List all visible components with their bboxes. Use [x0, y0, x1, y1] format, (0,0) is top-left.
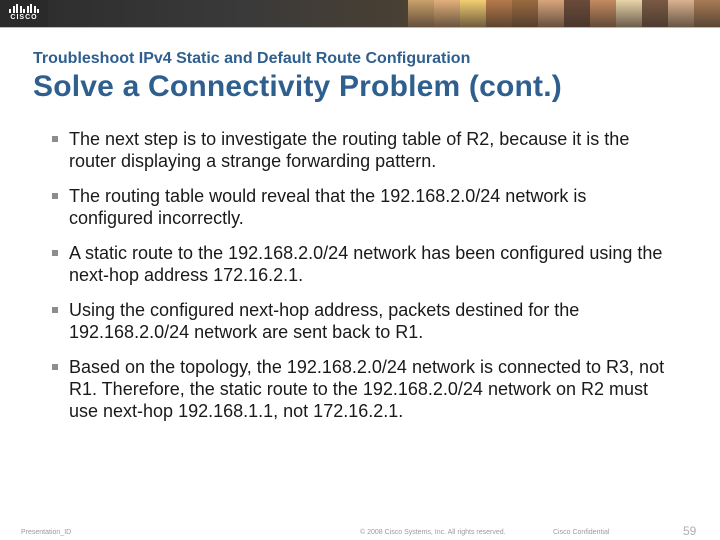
- bullet-square-icon: [52, 136, 58, 142]
- bullet-item: [52, 128, 672, 172]
- logo-text: CISCO: [10, 14, 38, 21]
- banner-photo: [564, 0, 590, 27]
- banner-photo: [486, 0, 512, 27]
- cisco-logo: [0, 0, 48, 27]
- bullet-text: The next step is to investigate the routing table of R2, because it is the router displaying a strange forwarding pattern.: [69, 129, 630, 171]
- bullet-list: [52, 128, 672, 435]
- bullet-text: Based on the topology, the 192.168.2.0/24 network is connected to R3, not R1. Therefore, the static route to the 192.168.2.0/24 network on R2 must use next-hop 192.168.1.1, not 172.16.2.1.: [69, 357, 665, 421]
- banner-photo: [512, 0, 538, 27]
- banner-photo: [694, 0, 720, 27]
- bullet-square-icon: [52, 250, 58, 256]
- cisco-bars-icon: [9, 4, 39, 13]
- slide-subtitle: Troubleshoot IPv4 Static and Default Route Configuration: [33, 50, 471, 67]
- bullet-item: [52, 356, 672, 422]
- bullet-square-icon: [52, 307, 58, 313]
- banner-dark-band: [48, 0, 408, 27]
- bullet-text: Using the configured next-hop address, packets destined for the 192.168.2.0/24 network are sent back to R1.: [69, 300, 580, 342]
- bullet-square-icon: [52, 364, 58, 370]
- bullet-item: [52, 185, 672, 229]
- banner-photo: [460, 0, 486, 27]
- banner-photo: [668, 0, 694, 27]
- banner-photo: [408, 0, 434, 27]
- header-banner: [0, 0, 720, 27]
- banner-photo: [642, 0, 668, 27]
- bullet-item: [52, 299, 672, 343]
- bullet-square-icon: [52, 193, 58, 199]
- page-number: 59: [683, 524, 697, 538]
- banner-photo: [590, 0, 616, 27]
- confidential-label: Cisco Confidential: [553, 529, 610, 536]
- banner-photo: [538, 0, 564, 27]
- bullet-text: A static route to the 192.168.2.0/24 network has been configured using the next-hop address 172.16.2.1.: [69, 243, 663, 285]
- banner-photo: [434, 0, 460, 27]
- photo-strip: [408, 0, 720, 27]
- banner-divider: [0, 27, 720, 28]
- banner-photo: [616, 0, 642, 27]
- bullet-text: The routing table would reveal that the 192.168.2.0/24 network is configured incorrectly.: [69, 186, 587, 228]
- bullet-item: [52, 242, 672, 286]
- slide-footer: [0, 525, 720, 540]
- presentation-id: Presentation_ID: [21, 529, 72, 536]
- slide-title: Solve a Connectivity Problem (cont.): [33, 70, 562, 103]
- copyright-notice: © 2008 Cisco Systems, Inc. All rights reserved.: [360, 529, 506, 536]
